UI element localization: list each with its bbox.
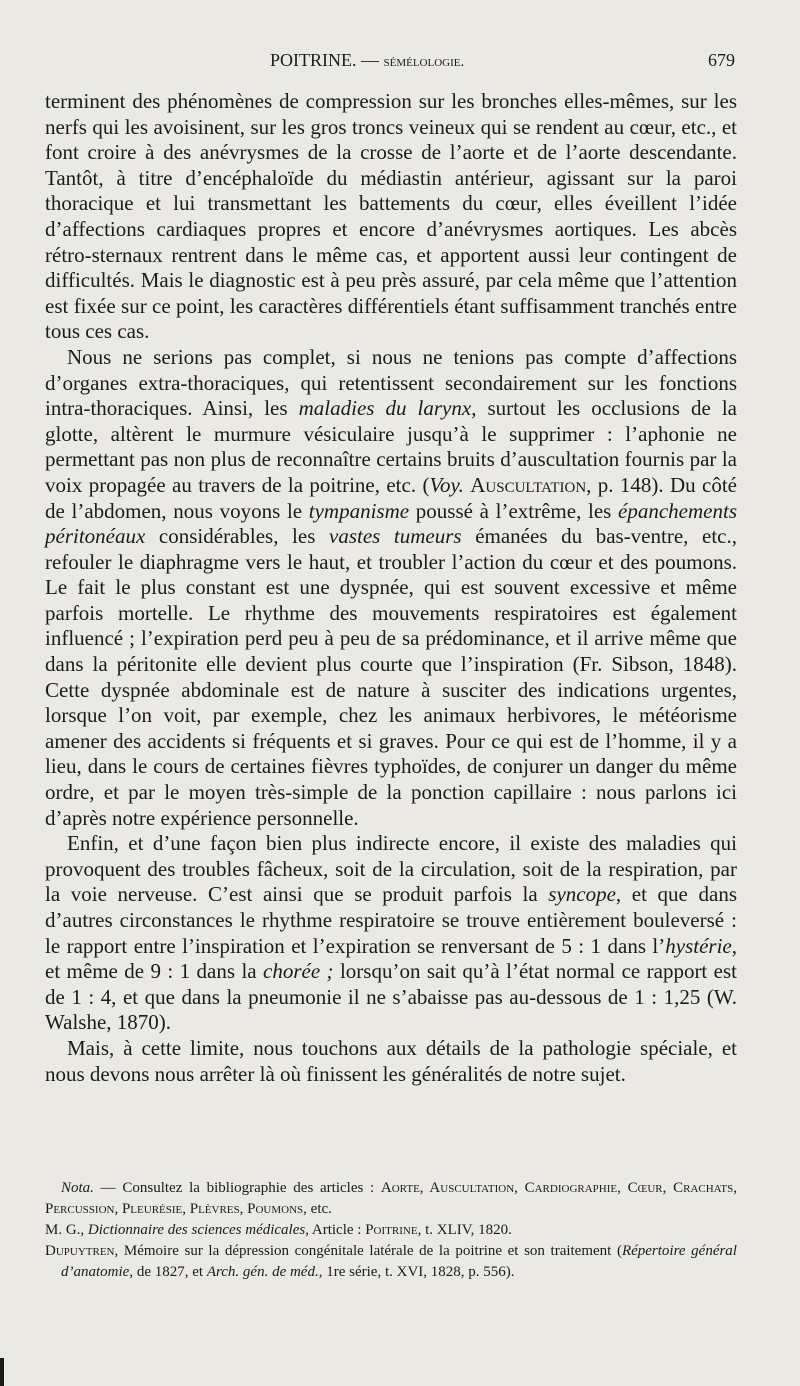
italic-text: hystérie bbox=[665, 933, 732, 958]
text-run: M. G., bbox=[45, 1222, 88, 1238]
small-caps-text: Aorte, Auscultation, Cardiographie, Cœur, Crachats, Percussion, Pleurésie, Plèvres, Poumons bbox=[45, 1180, 737, 1217]
italic-text: vastes tumeurs bbox=[329, 524, 462, 549]
text-run: Mais, à cette limite, nous touchons aux détails de la pathologie spéciale, et nous devons nous arrêter là où finissent les généralités de notre sujet. bbox=[45, 1035, 737, 1086]
italic-text: Arch. gén. de méd. bbox=[206, 1264, 319, 1280]
text-run: , 1re série, t. XVI, 1828, p. 556). bbox=[318, 1264, 515, 1280]
text-run: , p. 148). Du côté de l’abdomen, nous voyons le bbox=[45, 472, 738, 523]
text-run: — Consultez la bibliographie des articles : bbox=[93, 1180, 381, 1196]
running-header bbox=[45, 50, 735, 76]
paragraph bbox=[45, 89, 737, 345]
page-number: 679 bbox=[708, 50, 735, 70]
italic-text: tympanisme bbox=[308, 498, 410, 523]
bibliography-notes bbox=[45, 1178, 737, 1283]
running-title-main: POITRINE. — bbox=[270, 50, 384, 70]
small-caps-text: Poitrine bbox=[365, 1222, 418, 1238]
text-run: terminent des phénomènes de compression sur les bronches elles-mêmes, sur les nerfs qui les avoisinent, sur les gros troncs veineux qui se rendent au cœur, etc., et font croire à des anévrysmes de la crosse de l’aorte et de l’aorte descendante. Tantôt, à titre d’encéphaloïde du médiastin antérieur, agissant sur la paroi thoracique et lui transmettant les battements du cœur, elles éveillent l’idée d’affections cardiaques propres et encore d’anévrysmes aortiques. Les abcès rétro-sternaux rentrent dans le même cas, et apportent aussi leur contingent de difficultés. Mais le diagnostic est à peu près assuré, par cela même que l’attention est fixée sur ce point, les caractères différentiels étant suffisamment tranchés entre tous ces cas. bbox=[45, 89, 737, 344]
running-title bbox=[270, 50, 464, 71]
text-run: , Mémoire sur la dépression congénitale latérale de la poitrine et son traitement ( bbox=[114, 1243, 622, 1259]
small-caps-text: Dupuytren bbox=[45, 1243, 115, 1259]
page-edge-mark bbox=[0, 1358, 4, 1386]
small-caps-text: Auscultation bbox=[470, 472, 587, 497]
italic-text: Répertoire général d’anatomie bbox=[61, 1243, 737, 1280]
italic-text: maladies du larynx bbox=[298, 396, 472, 421]
text-run: , Article : bbox=[305, 1222, 366, 1238]
text-run: considérables, les bbox=[145, 524, 329, 549]
text-run: , t. XLIV, 1820. bbox=[417, 1222, 512, 1238]
text-run: , de 1827, et bbox=[129, 1264, 207, 1280]
italic-text: syncope bbox=[548, 882, 616, 907]
running-title-sub: sémélologie. bbox=[383, 54, 465, 70]
italic-text: épanchements péritonéaux bbox=[45, 498, 737, 549]
italic-text: Voy. bbox=[429, 472, 464, 497]
text-run: lorsqu’on sait qu’à l’état normal ce rapport est de 1 : 4, et que dans la pneumonie il ne s’abaisse pas au-dessous de 1 : 1,25 (W. Walshe, 1870). bbox=[45, 959, 737, 1035]
text-run: , et même de 9 : 1 dans la bbox=[45, 933, 737, 984]
italic-text: chorée ; bbox=[263, 959, 334, 984]
text-run: poussé à l’extrême, les bbox=[409, 498, 619, 523]
note-entry bbox=[45, 1220, 737, 1241]
text-run: Nous ne serions pas complet, si nous ne tenions pas compte d’affections d’organes extra-thoraciques, qui retentissent secondairement sur les fonctions intra-thoraciques. Ainsi, les bbox=[45, 344, 737, 421]
italic-text: Nota. bbox=[61, 1180, 94, 1196]
italic-text: Dictionnaire des sciences médicales bbox=[87, 1222, 306, 1238]
paragraph bbox=[45, 1036, 737, 1087]
paragraph bbox=[45, 831, 737, 1036]
text-run: , et que dans d’autres circonstances le rhythme respiratoire se trouve entièrement bouleversé : le rapport entre l’inspiration et l’expiration se renversant de 5 : 1 dans l’ bbox=[45, 882, 737, 958]
text-run: émanées du bas-ventre, etc., refouler le diaphragme vers le haut, et troubler l’action du cœur et des poumons. Le fait le plus constant est une dyspnée, qui est souvent excessive et même parfois mortelle. Le rhythme des mouvements respiratoires est également influencé ; l’expiration perd peu à peu de sa prédominance, et il arrive même que dans la péritonite elle devient plus courte que l’inspiration (Fr. Sibson, 1848). Cette dyspnée abdominale est de nature à susciter des indications urgentes, lorsque l’on voit, par exemple, chez les animaux herbivores, le météorisme amener des accidents si fréquents et si graves. Pour ce qui est de l’homme, il y a lieu, dans le cours de certaines fièvres typhoïdes, de conjurer un danger du même ordre, et par le moyen très-simple de la ponction capillaire : nous parlons ici d’après notre expérience personnelle. bbox=[45, 524, 737, 830]
text-run: , surtout les occlusions de la glotte, altèrent le murmure vésiculaire jusqu’à le supprimer : l’aphonie ne permettant pas non plus de reconnaître certains bruits d’auscultation fournis par la voix propagée au travers de la poitrine, etc. ( bbox=[45, 396, 738, 497]
body-text bbox=[45, 89, 737, 1087]
note-entry bbox=[45, 1178, 737, 1220]
note-entry bbox=[45, 1241, 737, 1283]
text-run: Enfin, et d’une façon bien plus indirecte encore, il existe des maladies qui provoquent des troubles fâcheux, soit de la circulation, soit de la respiration, par la voie nerveuse. C’est ainsi que se produit parfois la bbox=[45, 831, 737, 907]
paragraph bbox=[45, 345, 737, 831]
text-run: , etc. bbox=[303, 1201, 332, 1217]
